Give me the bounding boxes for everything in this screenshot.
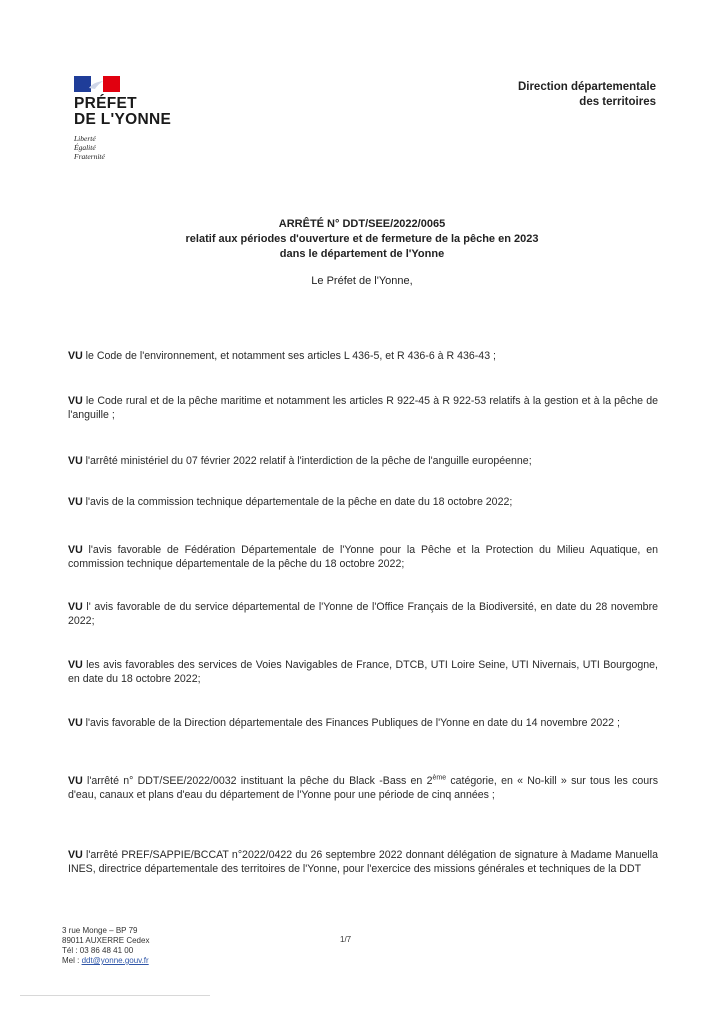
vu-text: le Code de l'environnement, et notamment ses articles L 436-5, et R 436-6 à R 436-43 ; — [82, 350, 496, 362]
footer-address — [62, 926, 149, 966]
vu-label: VU — [68, 659, 83, 671]
vu-text: l'avis favorable de la Direction départementale des Finances Publiques de l'Yonne en date du 14 novembre 2022 ; — [82, 717, 620, 729]
arrete-subject: relatif aux périodes d'ouverture et de fermeture de la pêche en 2023 — [185, 233, 539, 245]
footer-street: 3 rue Monge – BP 79 — [62, 926, 138, 935]
vu-paragraph — [68, 495, 658, 509]
logo-title-line1: PRÉFET — [74, 95, 137, 112]
vu-text-cont: catégorie, en « No-kill » sur tous les cours d'eau, canaux et plans d'eau du département de l'Yonne pour une période de cinq années ; — [68, 775, 658, 801]
vu-label: VU — [68, 496, 83, 508]
vu-label: VU — [68, 350, 83, 362]
footer-phone: Tél : 03 86 48 41 00 — [62, 946, 134, 955]
page-number: 1/7 — [340, 935, 352, 944]
vu-label: VU — [68, 775, 83, 787]
vu-label: VU — [68, 544, 83, 556]
vu-paragraph — [68, 543, 658, 571]
vu-paragraph — [68, 716, 658, 730]
prefet-logo — [74, 76, 214, 161]
vu-label: VU — [68, 455, 83, 467]
motto-fraternite: Fraternité — [74, 152, 105, 161]
motto-liberte: Liberté — [74, 134, 96, 143]
vu-text: l'avis favorable de Fédération Départementale de l'Yonne pour la Pêche et la Protection du Milieu Aquatique, en commission technique départementale de la pêche du 18 octobre 2022; — [68, 544, 658, 570]
direction-line2: des territoires — [579, 96, 656, 108]
logo-title — [74, 96, 214, 128]
vu-paragraph — [68, 600, 658, 628]
footer-mail-label: Mel : — [62, 956, 82, 965]
arrete-title — [0, 217, 724, 262]
footer-mail-line — [62, 956, 149, 966]
vu-paragraph — [68, 658, 658, 686]
vu-paragraph — [68, 394, 658, 422]
superscript-eme: ème — [432, 774, 447, 782]
divider — [20, 995, 210, 996]
footer-city: 89011 AUXERRE Cedex — [62, 936, 150, 945]
motto-egalite: Égalité — [74, 143, 96, 152]
vu-text: les avis favorables des services de Voies Navigables de France, DTCB, UTI Loire Seine, UTI Nivernais, UTI Bourgogne, en date du 18 octobre 2022; — [68, 659, 658, 685]
arrete-number: ARRÊTÉ N° DDT/SEE/2022/0065 — [278, 218, 446, 230]
vu-text: l'arrêté ministériel du 07 février 2022 relatif à l'interdiction de la pêche de l'anguille européenne; — [82, 455, 532, 467]
vu-paragraph — [68, 349, 658, 363]
logo-title-line2: DE L'YONNE — [74, 111, 172, 128]
vu-label: VU — [68, 601, 83, 613]
prefet-line: Le Préfet de l'Yonne, — [311, 275, 413, 287]
footer-mail-link[interactable]: ddt@yonne.gouv.fr — [81, 956, 149, 965]
direction-line1: Direction départementale — [517, 81, 656, 93]
republic-flag-icon — [74, 76, 120, 92]
vu-text: l'avis de la commission technique départementale de la pêche en date du 18 octobre 2022; — [82, 496, 513, 508]
vu-text: l'arrêté n° DDT/SEE/2022/0032 instituant la pêche du Black -Bass en 2 — [82, 775, 433, 787]
vu-text: l' avis favorable de du service départemental de l'Yonne de l'Office Français de la Biodiversité, en date du 28 novembre 2022; — [68, 601, 658, 627]
vu-label: VU — [68, 849, 83, 861]
arrete-scope: dans le département de l'Yonne — [279, 248, 445, 260]
vu-text: le Code rural et de la pêche maritime et notamment les articles R 922-45 à R 922-53 relatifs à la gestion et à la pêche de l'anguille ; — [68, 395, 658, 421]
vu-paragraph — [68, 774, 658, 802]
motto — [74, 134, 214, 161]
vu-paragraph — [68, 848, 658, 876]
vu-text: l'arrêté PREF/SAPPIE/BCCAT n°2022/0422 du 26 septembre 2022 donnant délégation de signature à Madame Manuella INES, directrice départementale des territoires de l'Yonne, pour l'exercice des missions générales et techniques de la DDT — [68, 849, 658, 875]
vu-label: VU — [68, 395, 83, 407]
vu-paragraph — [68, 454, 658, 468]
vu-label: VU — [68, 717, 83, 729]
issuing-direction — [518, 80, 656, 110]
